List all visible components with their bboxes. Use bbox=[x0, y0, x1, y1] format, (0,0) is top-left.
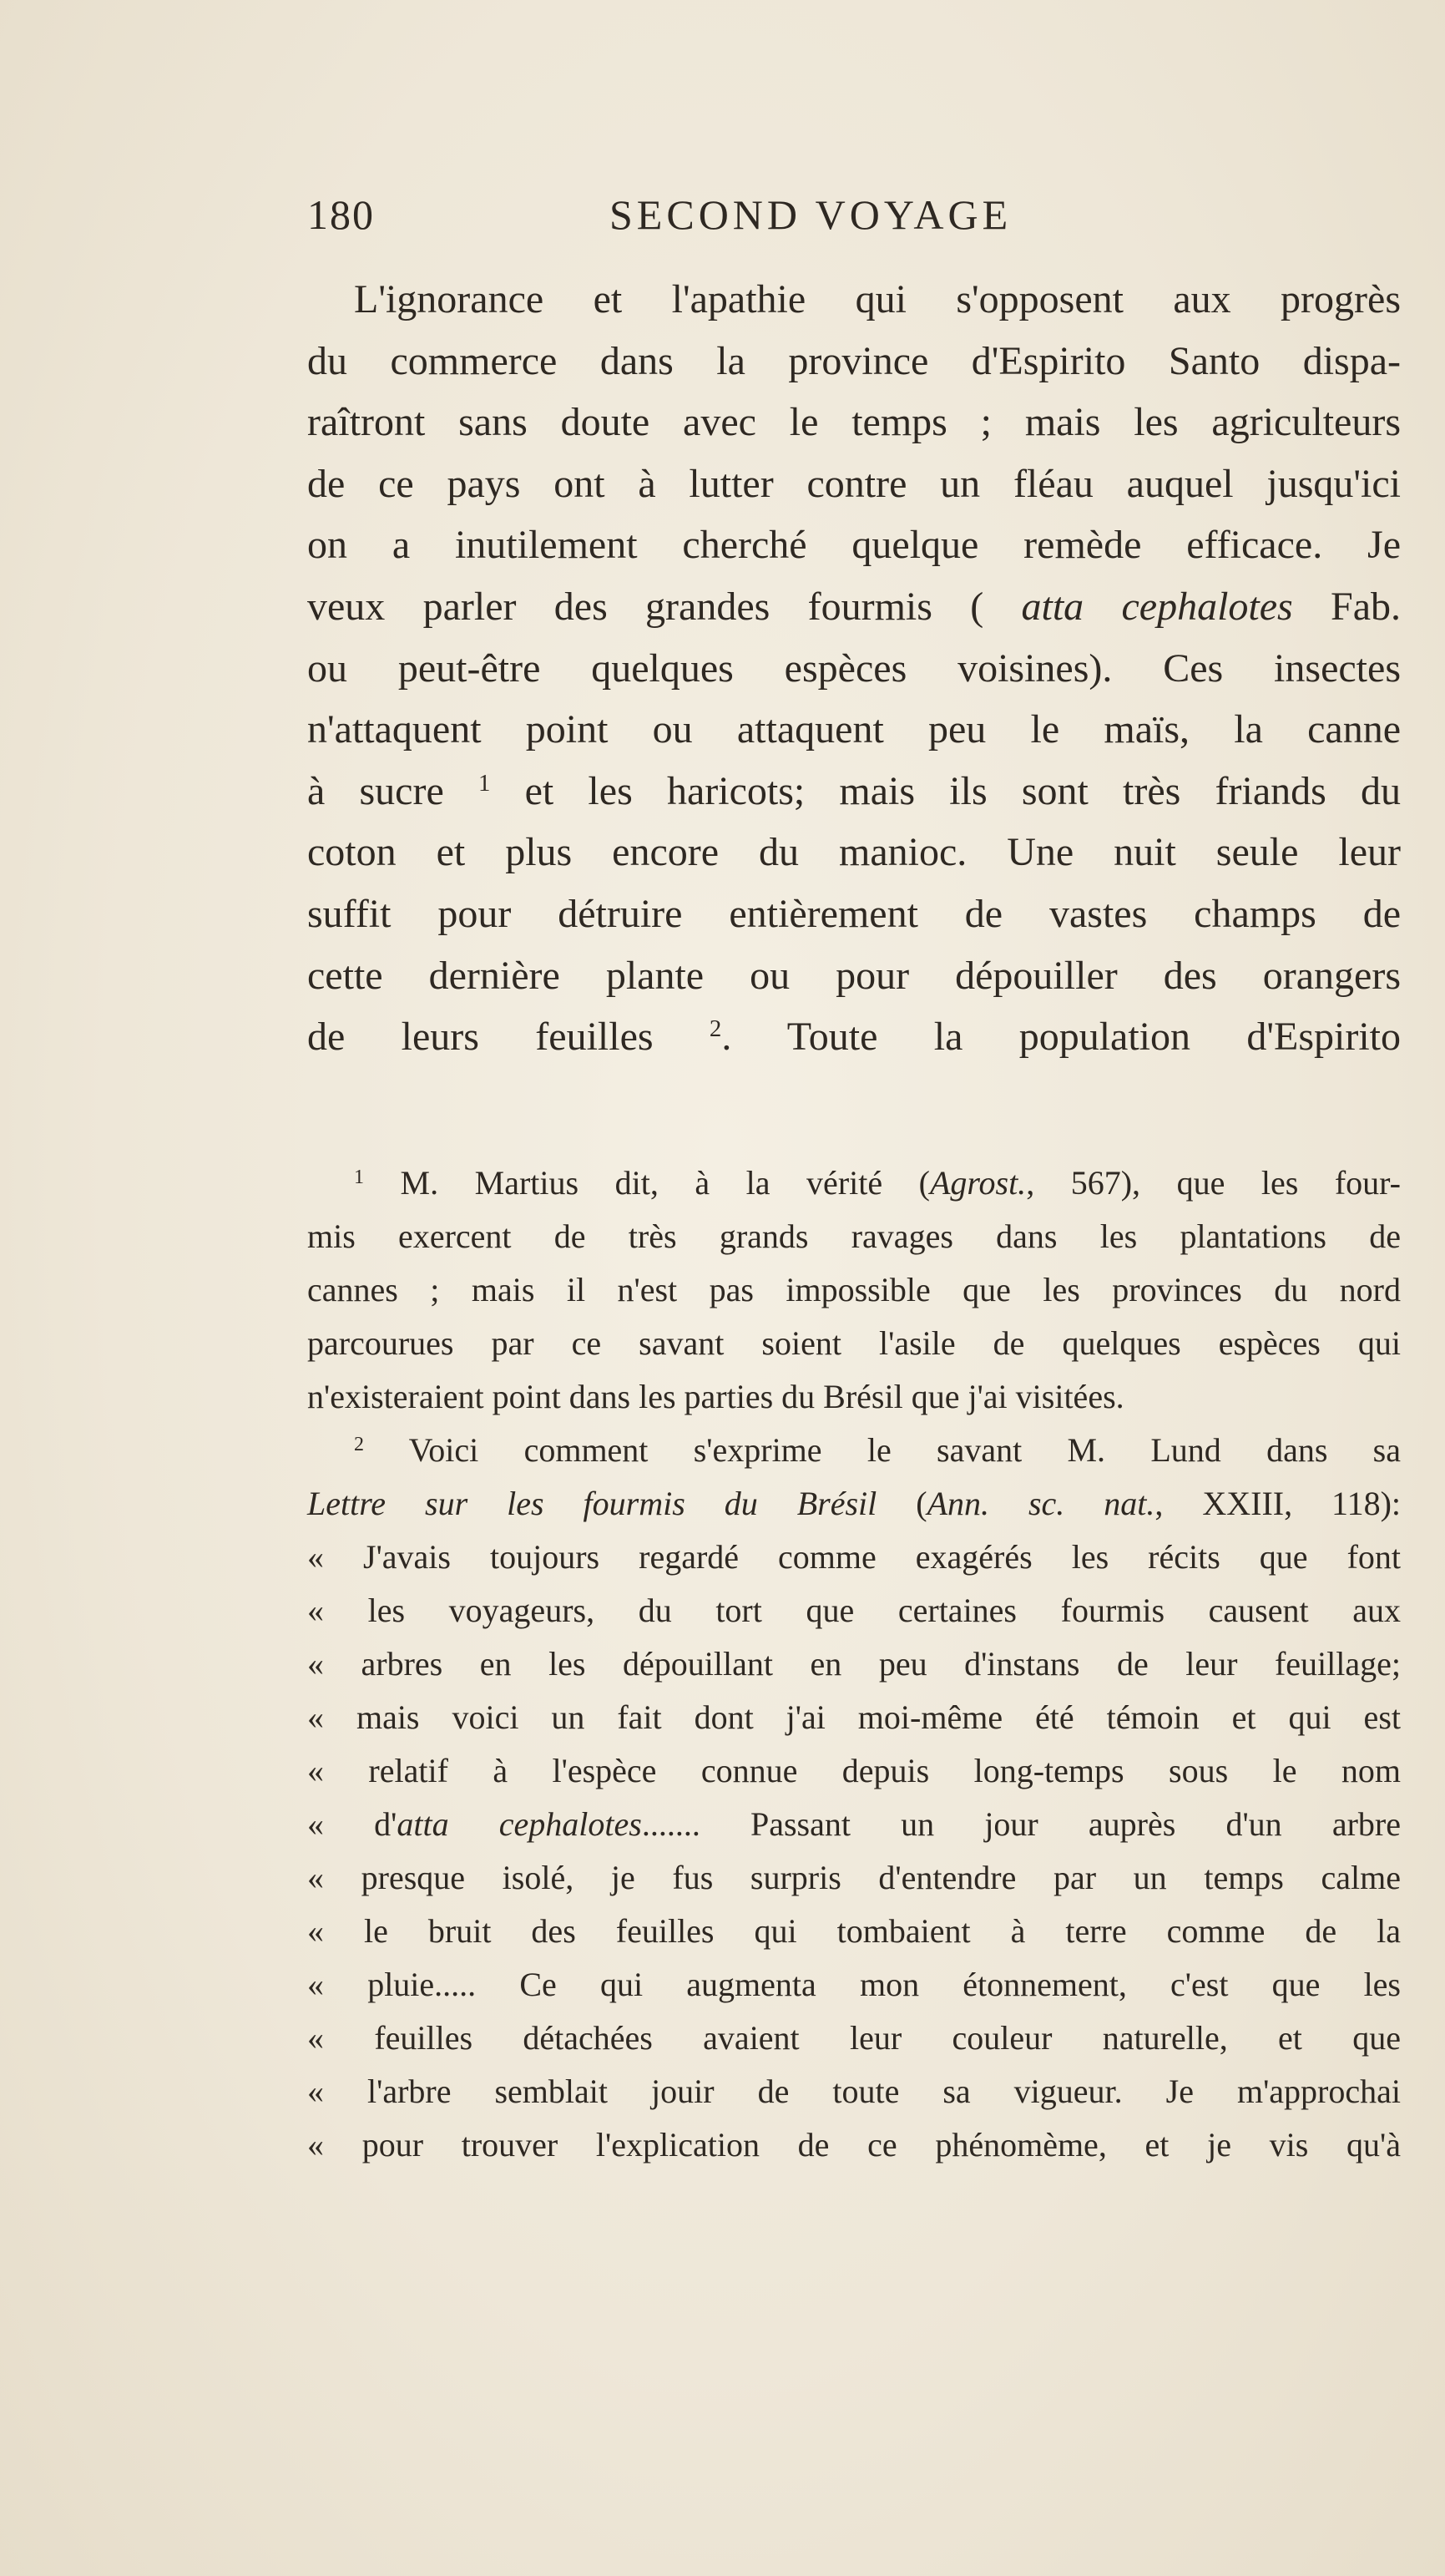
footnote-marker: 1 bbox=[354, 1166, 364, 1188]
text-run: du commerce dans la province d'Espirito Santo dispa- bbox=[307, 338, 1401, 383]
text-run: « arbres en les dépouillant en peu d'instans de leur feuillage; bbox=[307, 1645, 1401, 1683]
text-run: n'attaquent point ou attaquent peu le maïs, la canne bbox=[307, 707, 1401, 752]
page-number: 180 bbox=[307, 191, 375, 238]
body-text bbox=[307, 269, 1401, 1068]
footnote-marker: 2 bbox=[709, 1015, 722, 1043]
text-run: Voici comment s'exprime le savant M. Lund dans sa bbox=[364, 1431, 1401, 1469]
text-run: « pluie..... Ce qui augmenta mon étonnement, c'est que les bbox=[307, 1966, 1401, 2003]
italic-run: atta cephalotes bbox=[397, 1805, 642, 1843]
text-run: on a inutilement cherché quelque remède efficace. Je bbox=[307, 523, 1401, 568]
text-run: ....... Passant un jour auprès d'un arbre bbox=[641, 1805, 1401, 1843]
text-run: « l'arbre semblait jouir de toute sa vigueur. Je m'approchai bbox=[307, 2072, 1401, 2110]
footnote-line bbox=[307, 1424, 1401, 1477]
text-run: « d' bbox=[307, 1805, 397, 1843]
text-line bbox=[307, 1006, 1401, 1068]
text-run: de ce pays ont à lutter contre un fléau auquel jusqu'ici bbox=[307, 461, 1401, 506]
text-run: n'existeraient point dans les parties du Brésil que j'ai visitées. bbox=[307, 1378, 1124, 1415]
italic-run: atta cephalotes bbox=[1021, 584, 1293, 629]
running-head bbox=[307, 190, 1409, 249]
text-run: suffit pour détruire entièrement de vastes champs de bbox=[307, 891, 1401, 936]
footnote-line bbox=[307, 1851, 1401, 1905]
text-line bbox=[307, 945, 1401, 1007]
text-line bbox=[307, 576, 1401, 638]
footnote-line bbox=[307, 2118, 1401, 2172]
text-run: cette dernière plante ou pour dépouiller des orangers bbox=[307, 953, 1401, 998]
text-run: « J'avais toujours regardé comme exagérés les récits que font bbox=[307, 1538, 1401, 1576]
text-run: , 567), que les four- bbox=[1026, 1164, 1401, 1202]
text-run: L'ignorance et l'apathie qui s'opposent aux progrès bbox=[354, 277, 1401, 321]
footnote-line bbox=[307, 1210, 1401, 1263]
footnote-marker: 1 bbox=[477, 769, 491, 797]
page-header: SECOND VOYAGE bbox=[609, 191, 1013, 238]
footnote-line bbox=[307, 2065, 1401, 2118]
text-run: Fab. bbox=[1292, 584, 1402, 629]
footnote-line bbox=[307, 1370, 1401, 1424]
text-run: mis exercent de très grands ravages dans les plantations de bbox=[307, 1217, 1401, 1255]
footnote-line bbox=[307, 1958, 1401, 2012]
footnote-line bbox=[307, 1691, 1401, 1744]
text-run: veux parler des grandes fourmis ( bbox=[307, 584, 1022, 629]
text-run: ( bbox=[877, 1485, 927, 1522]
text-run: « feuilles détachées avaient leur couleur naturelle, et que bbox=[307, 2019, 1401, 2057]
footnote-line bbox=[307, 2012, 1401, 2065]
italic-run: Agrost. bbox=[929, 1164, 1027, 1202]
text-run: « les voyageurs, du tort que certaines fourmis causent aux bbox=[307, 1592, 1401, 1629]
text-line bbox=[307, 514, 1401, 576]
footnote-line bbox=[307, 1156, 1401, 1210]
text-run: coton et plus encore du manioc. Une nuit seule leur bbox=[307, 830, 1401, 875]
footnote-marker: 2 bbox=[354, 1433, 364, 1455]
text-run: « presque isolé, je fus surpris d'entendre par un temps calme bbox=[307, 1859, 1401, 1896]
text-run: « mais voici un fait dont j'ai moi-même été témoin et qui est bbox=[307, 1698, 1401, 1736]
text-line bbox=[307, 638, 1401, 700]
text-run: . Toute la population d'Espirito bbox=[721, 1015, 1401, 1060]
text-run: , XXIII, 118): bbox=[1154, 1485, 1401, 1522]
footnote-line bbox=[307, 1584, 1401, 1637]
text-run: et les haricots; mais ils sont très friands du bbox=[490, 768, 1402, 813]
text-line bbox=[307, 822, 1401, 883]
text-line bbox=[307, 331, 1401, 392]
text-run: cannes ; mais il n'est pas impossible que les provinces du nord bbox=[307, 1271, 1401, 1308]
footnote-line bbox=[307, 1263, 1401, 1317]
text-run: parcourues par ce savant soient l'asile de quelques espèces qui bbox=[307, 1324, 1401, 1362]
footnote-line bbox=[307, 1317, 1401, 1370]
text-run: « pour trouver l'explication de ce phénomème, et je vis qu'à bbox=[307, 2126, 1401, 2164]
footnote-line bbox=[307, 1477, 1401, 1531]
footnote-line bbox=[307, 1637, 1401, 1691]
italic-run: Lettre sur les fourmis du Brésil bbox=[307, 1485, 877, 1522]
text-run: ou peut-être quelques espèces voisines). Ces insectes bbox=[307, 645, 1401, 691]
text-run: « relatif à l'espèce connue depuis long-temps sous le nom bbox=[307, 1752, 1401, 1789]
text-line bbox=[307, 453, 1401, 515]
text-run: M. Martius dit, à la vérité ( bbox=[364, 1164, 930, 1202]
footnote-line bbox=[307, 1744, 1401, 1798]
text-line bbox=[307, 699, 1401, 761]
footnote-line bbox=[307, 1531, 1401, 1584]
text-line bbox=[307, 883, 1401, 945]
text-run: à sucre bbox=[307, 768, 478, 813]
footnotes bbox=[307, 1156, 1401, 2172]
text-line bbox=[307, 761, 1401, 822]
italic-run: Ann. sc. nat. bbox=[927, 1485, 1155, 1522]
footnote-line bbox=[307, 1905, 1401, 1958]
text-run: de leurs feuilles bbox=[307, 1015, 710, 1060]
text-run: « le bruit des feuilles qui tombaient à terre comme de la bbox=[307, 1912, 1401, 1950]
footnote-line bbox=[307, 1798, 1401, 1851]
text-line bbox=[307, 392, 1401, 453]
text-run: raîtront sans doute avec le temps ; mais les agriculteurs bbox=[307, 400, 1401, 445]
text-line bbox=[307, 269, 1401, 331]
